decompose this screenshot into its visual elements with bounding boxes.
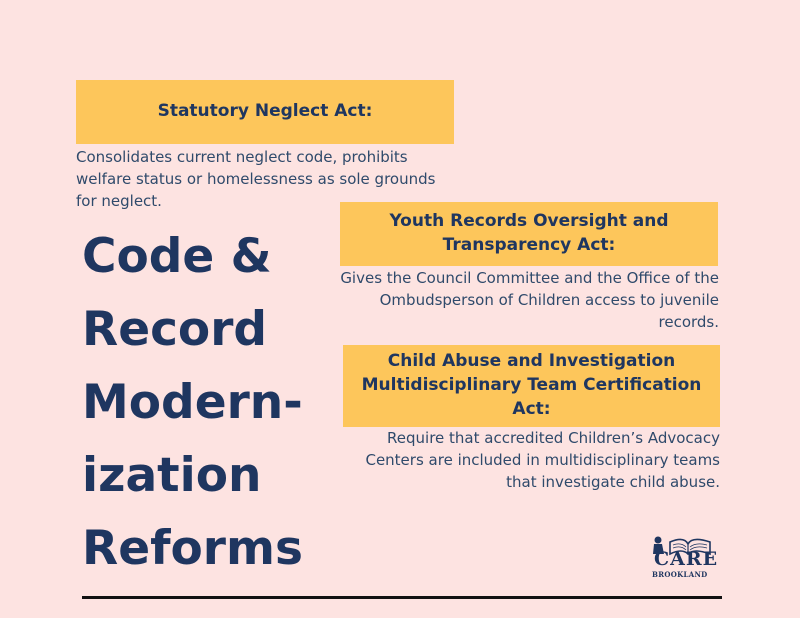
statutory-neglect-act-label (76, 80, 454, 144)
logo-subtext: BROOKLAND (652, 570, 708, 579)
title-line: Code & (82, 229, 272, 284)
act-title: Youth Records Oversight and Transparency Act: (389, 211, 669, 255)
title-line: Record (82, 302, 268, 357)
title-line: Reforms (82, 521, 303, 576)
bottom-divider (82, 596, 722, 599)
statutory-neglect-act-description: Consolidates current neglect code, prohibits welfare status or homelessness as sole grounds for neglect. (76, 148, 436, 210)
child-abuse-act-label (343, 345, 720, 427)
youth-records-act-description: Gives the Council Committee and the Office of the Ombudsperson of Children access to juvenile records. (340, 269, 719, 331)
youth-records-act-label (340, 202, 718, 266)
page-title (82, 220, 342, 585)
child-abuse-act-description: Require that accredited Children’s Advocacy Centers are included in multidisciplinary teams that investigate child abuse. (365, 429, 720, 491)
title-line: ization (82, 448, 262, 503)
care-brookland-logo (648, 534, 722, 586)
act-title: Child Abuse and Investigation Multidisciplinary Team Certification Act: (361, 351, 702, 419)
logo-wordmark: CARE (654, 548, 719, 570)
act-title: Statutory Neglect Act: (157, 101, 373, 122)
title-line: Modern- (82, 375, 303, 430)
